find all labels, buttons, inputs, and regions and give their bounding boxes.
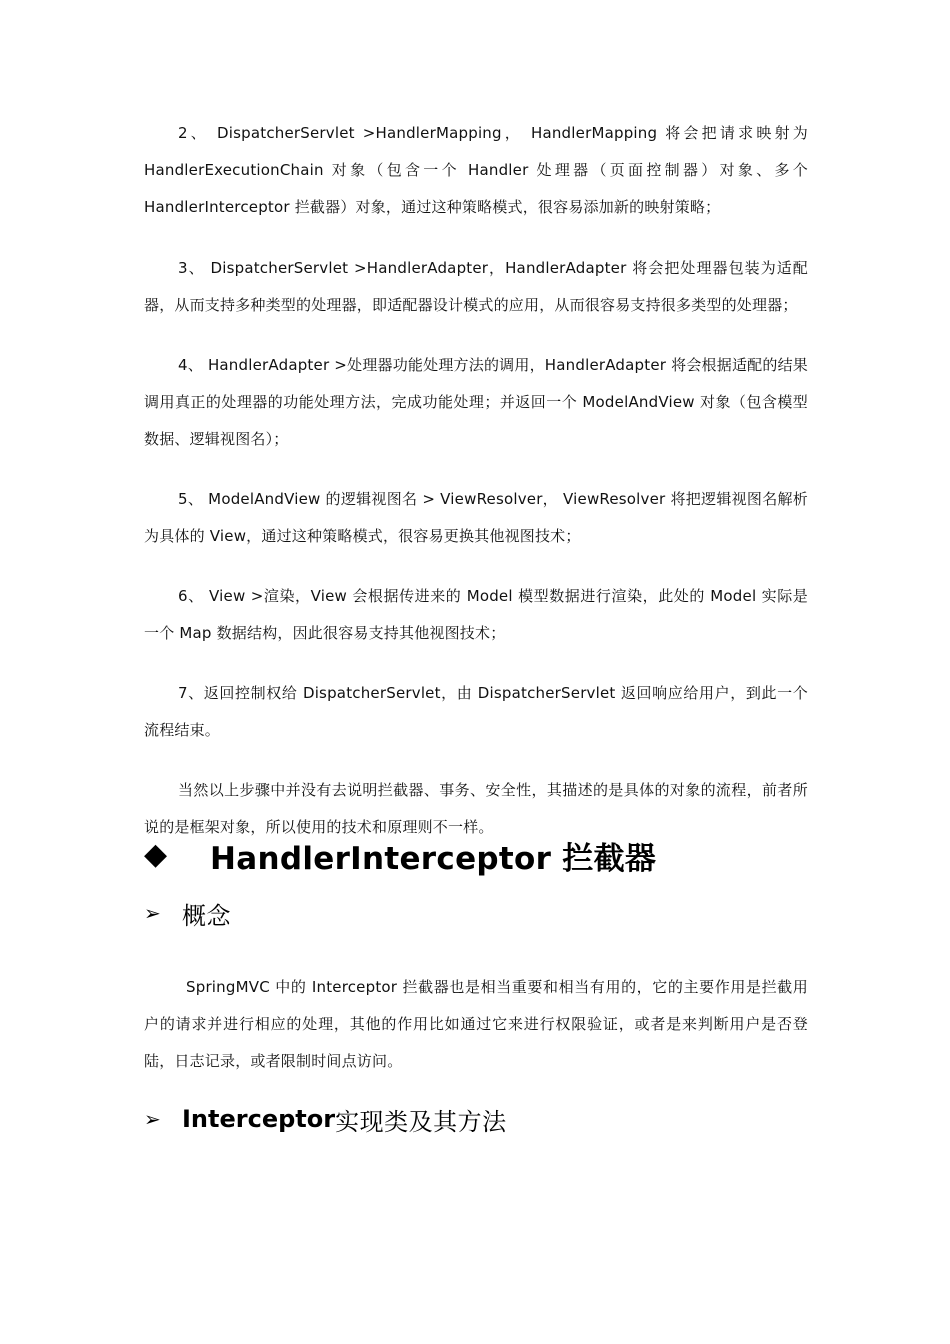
arrow-bullet-icon: ➢ [144, 901, 161, 925]
arrow-bullet-icon: ➢ [144, 1107, 161, 1131]
paragraph-step-4: 4、 HandlerAdapter >处理器功能处理方法的调用，HandlerAdapter 将会根据适配的结果调用真正的处理器的功能处理方法，完成功能处理；并返回一个 ModelAndView 对象（包含模型数据、逻辑视图名）； [144, 356, 808, 448]
paragraph-step-5: 5、 ModelAndView 的逻辑视图名 > ViewResolver， ViewResolver 将把逻辑视图名解析为具体的 View，通过这种策略模式，很容易更换其他视图技术； [144, 490, 808, 545]
subheading-interceptor-impl [144, 1099, 507, 1139]
paragraph-step-7: 7、返回控制权给 DispatcherServlet，由 DispatcherServlet 返回响应给用户，到此一个流程结束。 [144, 684, 808, 739]
paragraph-step-2: 2、 DispatcherServlet >HandlerMapping， HandlerMapping 将会把请求映射为 HandlerExecutionChain 对象（包含一个 Handler 处理器（页面控制器）对象、多个 HandlerInterceptor 拦截器）对象，通过这种策略模式，很容易添加新的映射策略； [144, 124, 808, 216]
section-heading-handlerinterceptor [144, 830, 656, 880]
subheading-impl-text: 实现类及其方法 [335, 1107, 507, 1136]
paragraph-step-6: 6、 View >渲染，View 会根据传进来的 Model 模型数据进行渲染，此处的 Model 实际是一个 Map 数据结构，因此很容易支持其他视图技术； [144, 587, 808, 642]
paragraph-concept-body: SpringMVC 中的 Interceptor 拦截器也是相当重要和相当有用的，它的主要作用是拦截用户的请求并进行相应的处理，其他的作用比如通过它来进行权限验证，或者是来判断用户是否登陆，日志记录，或者限制时间点访问。 [144, 978, 808, 1070]
subheading-concept-text: 概念 [182, 901, 231, 930]
subheading-impl-bold-text: Interceptor [182, 1105, 336, 1133]
section-heading-text: HandlerInterceptor 拦截器 [210, 840, 657, 877]
paragraph-summary: 当然以上步骤中并没有去说明拦截器、事务、安全性，其描述的是具体的对象的流程，前者所说的是框架对象，所以使用的技术和原理则不一样。 [144, 781, 808, 836]
subheading-concept [144, 893, 231, 933]
paragraph-step-3: 3、 DispatcherServlet >HandlerAdapter，HandlerAdapter 将会把处理器包装为适配器，从而支持多种类型的处理器，即适配器设计模式的应用，从而很容易支持很多类型的处理器； [144, 259, 808, 314]
diamond-bullet-icon: ◆ [144, 837, 168, 872]
